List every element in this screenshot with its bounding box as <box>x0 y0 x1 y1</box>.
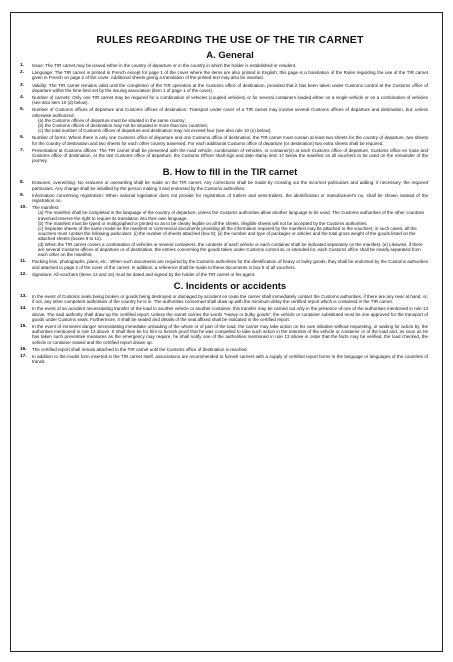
item-number: 12. <box>20 271 27 277</box>
item-text: In the event of an accident necessitating transfer of the load to another vehicle or another container, this transfer may be carried out only in the presence of one of the authorities mentioned in rule 13 above. The said authority shall draw up the certified report. Unless the carnet carries the words "Heavy or bulky goods", the vehicle or container substituted must be one approved for the transport of goods under Customs seals. Furthermore, it shall be sealed and details of the seal affixed shall be indicated in the certified report. <box>32 306 428 322</box>
item-text: Presentation at Customs offices: The TIR carnet shall be presented with the road vehicle, combination of vehicles, or container(s) at each Customs office of departure, Customs office en route and Customs office of destination. At the last Customs office of departure, the Customs Officer shall sign and date stamp item 17 below the manifest on all vouchers to be used on the remainder of the journey. <box>32 147 428 164</box>
item-number: 17. <box>20 353 27 359</box>
sub-item: (a) the Customs offices of departure must be situated in the same country; <box>38 117 186 123</box>
list-item <box>20 353 428 365</box>
item-number: 13. <box>20 293 27 299</box>
item-text: Validity: The TIR carnet remains valid until the completion of the TIR operation at the Customs office of destination, provided that it has been taken under Customs control at the Customs office of departure within the time-limit set by the issuing association (item 1 of page 1 of the cover). <box>32 82 428 93</box>
item-text: Erasures, overwriting: No erasures or overwriting shall be made on the TIR carnet. Any corrections shall be made by crossing out the incorrect particulars and adding, if necessary, the required particulars. Any change shall be initialled by the person making it and endorsed by the Customs authorities. <box>32 180 428 191</box>
list-item <box>20 147 428 164</box>
item-text: In addition to the model form inserted in the TIR carnet itself, associations are recommended to furnish carriers with a supply of certified report forms in the language or languages of the countries of transit. <box>32 353 428 365</box>
document-title: RULES REGARDING THE USE OF THE TIR CARNET <box>96 34 364 46</box>
section-a <box>20 63 428 164</box>
section-c <box>20 293 428 365</box>
list-item <box>20 70 428 81</box>
list-item <box>20 271 428 277</box>
list-item <box>20 95 428 106</box>
list-item <box>20 135 428 146</box>
item-number: 14. <box>20 306 27 312</box>
list-item <box>20 323 428 345</box>
section-b-title: B. How to fill in the TIR carnet <box>162 167 298 179</box>
list-item <box>20 192 428 204</box>
item-number: 9. <box>20 192 25 198</box>
list-item <box>20 63 428 68</box>
section-a-title: A. General <box>206 50 254 61</box>
item-text: In the event of Customs seals being broken or goods being destroyed or damaged by accident en route the carrier shall immediately contact the Customs authorities, if there are any near at hand, or, if not, any other competent authorities of the country he is in. The authorities concerned shall draw up with the minimum delay the certified report which is contained in the TIR carnet. <box>32 293 428 305</box>
list-item <box>20 205 428 258</box>
item-number: 15. <box>20 323 27 329</box>
item-number: 3. <box>20 82 25 88</box>
item-number: 6. <box>20 135 25 141</box>
section-b <box>20 180 428 277</box>
item-text: The certified report shall remain attached to the TIR carnet until the Customs office of destination is reached. <box>32 346 248 352</box>
item-text: In the event of imminent danger necessitating immediate unloading of the whole or of part of the load, the carrier may take action on his own initiative without requesting, or waiting for action by, the authorities mentioned in rule 13 above. It shall then be for him to furnish proof that he was compelled to take such action in the interests of the vehicle or container or of the load and, as soon as he has taken such preventive measures as the emergency may require, he shall notify one of the authorities mentioned in rule 13 above in order that the facts may be verified, the load checked, the vehicle or container sealed and the certified report drawn up. <box>32 323 428 345</box>
item-text: The manifest: <box>32 205 60 211</box>
item-text: Number of carnets: Only one TIR carnet may be required for a combination of vehicles (coupled vehicles) or for several containers loaded either on a single vehicle or on a combination of vehicles (see also item 10 (d) below). <box>32 95 428 106</box>
sub-item: (a) The manifest shall be completed in the language of the country of departure, unless the Customs authorities allow another language to be used. The Customs authorities of the other countries traversed reserve the right to require its translation into their own language. <box>38 210 425 221</box>
list-item <box>20 82 428 93</box>
list-item <box>20 180 428 191</box>
sub-item: (b) The manifest must be typed or multigraphed or printed so as to be clearly legible on all the sheets. Illegible sheets will not be accepted by the Customs authorities. <box>38 220 368 226</box>
list-item <box>20 293 428 305</box>
sub-item: (b) the Customs offices of destination may not be situated in more than two countries; <box>38 123 209 129</box>
item-text: Number of Customs offices of departure and Customs offices of destination: Transport under cover of a TIR carnet may involve several Customs offices of departure and destination, but, unless otherwise authorized: <box>32 107 428 118</box>
item-text: Information concerning registration: When national legislation does not provide for registration of trailers and semi-trailers, the identification or manufacturer's no. shall be shown instead of the registration no. <box>32 192 428 204</box>
list-item <box>20 346 428 352</box>
list-item <box>20 259 428 270</box>
item-number: 10. <box>20 205 27 211</box>
list-item <box>20 306 428 322</box>
item-text: Packing lists, photographs, plans, etc.: When such documents are required by the Customs authorities for the identification of heavy or bulky goods, they shall be endorsed by the Customs authorities and attached to page 2 of the cover of the carnet. In addition, a reference shall be made to these documents in box 5 of all vouchers. <box>32 259 428 270</box>
item-text: Number of forms: Where there is only one Customs office of departure and one Customs office of destination, the TIR carnet must contain at least two sheets for the country of departure, two sheets for the country of destination and two sheets for each other country traversed. For each additional Customs office of departure (or destination) two extra sheets shall be required. <box>32 135 428 146</box>
sub-item: (d) When the TIR carnet covers a combination of vehicles or several containers, the contents of each vehicle or each container shall be indicated separately on the manifest. (e) Likewise, if there are several Customs offices of departure or of destination, the entries concerning the goods taken under Customs control at, or intended for, each Customs office shall be clearly separated from each other on the manifest. <box>38 241 423 258</box>
item-number: 16. <box>20 346 27 352</box>
section-c-title: C. Incidents or accidents <box>173 280 287 292</box>
item-number: 5. <box>20 107 25 113</box>
item-text: Language: The TIR carnet is printed in French except for page 1 of the cover where the items are also printed in English; this page is a translation of the Rules regarding the use of the TIR carnet given in French on page 2 of the cover. Additional sheets giving a translation of the printed text may also be inserted. <box>32 70 428 81</box>
sub-item: (c) the total number of Customs offices of departure and destination may not exceed four (see also rule 10 (e) below). <box>38 128 272 134</box>
item-number: 2. <box>20 70 25 76</box>
list-item <box>20 107 428 134</box>
item-number: 4. <box>20 95 25 101</box>
item-text: Issue: The TIR carnet may be issued either in the country of departure or in the country in which the holder is established or resident. <box>32 63 297 68</box>
document <box>20 34 428 365</box>
item-number: 1. <box>20 63 25 68</box>
item-number: 8. <box>20 180 25 186</box>
item-text: Signature: All vouchers (items 14 and 16) must be dated and signed by the holder of the TIR carnet or his agent. <box>32 271 256 277</box>
sub-item: (c) Separate sheets of the same model as the manifest or commercial documents providing all the information required by the manifest may be attached to the vouchers; in such cases, all the vouchers must contain the following particulars: (i) the number of sheets attached (box 8); (ii) the number and type of packages or articles and the total gross weight of the goods listed on the attached sheets (boxes 9 to 11). <box>38 226 417 242</box>
item-number: 11. <box>20 259 27 265</box>
item-number: 7. <box>20 147 25 153</box>
